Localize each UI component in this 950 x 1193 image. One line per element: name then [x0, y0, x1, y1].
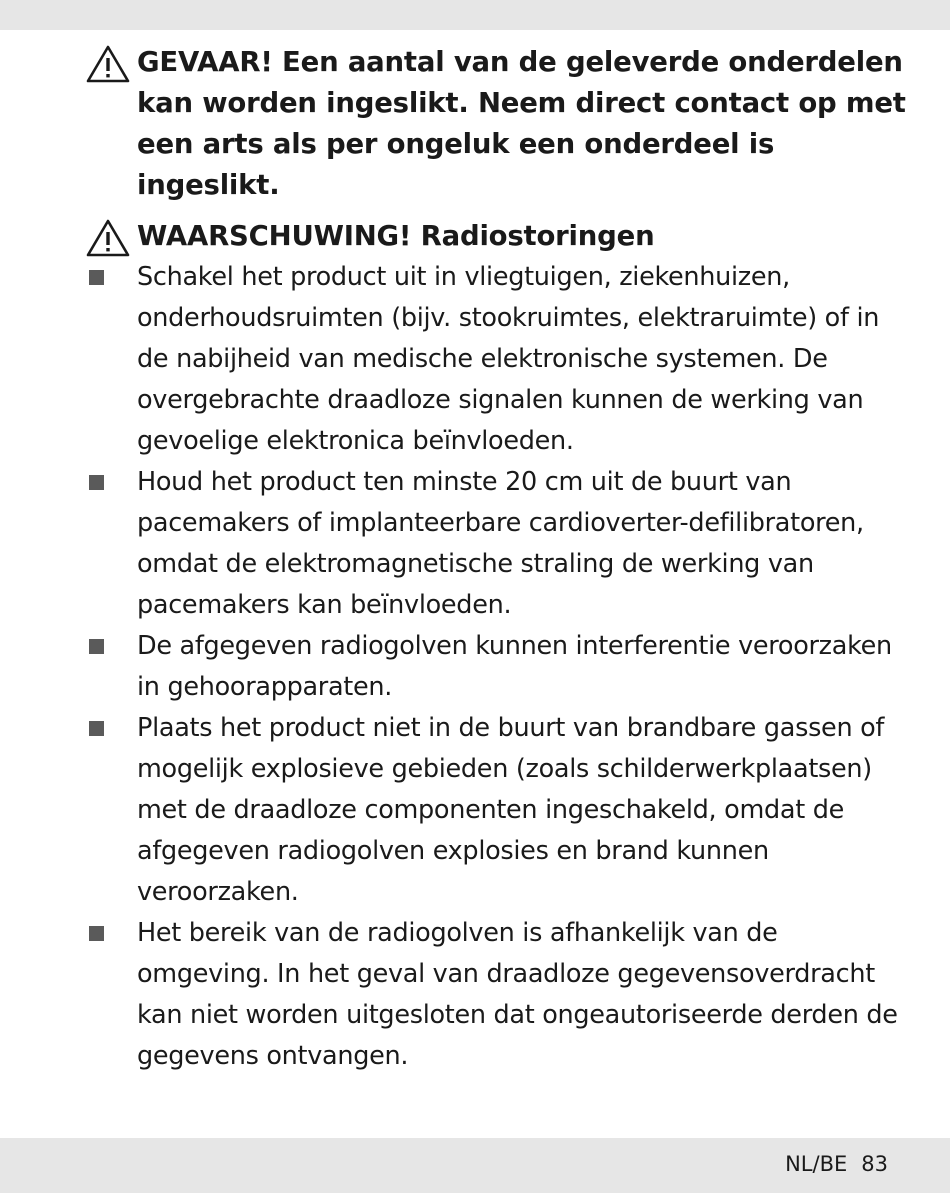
square-bullet-icon: [89, 926, 104, 941]
list-item-text: Het bereik van de radiogolven is afhankelijk van de omgeving. In het geval van draadloze gegevensoverdracht kan niet worden uitgesloten dat ongeautoriseerde derden de gegevens ontvangen.: [137, 918, 898, 1071]
top-margin-band: [0, 0, 950, 30]
danger-warning-text: GEVAAR! Een aantal van de geleverde onderdelen kan worden ingeslikt. Neem direct contact op met een arts als per ongeluk een onderdeel is ingeslikt.: [137, 46, 906, 201]
list-item: [86, 257, 906, 462]
page-number: 83: [861, 1152, 888, 1176]
list-item-text: Houd het product ten minste 20 cm uit de buurt van pacemakers of implanteerbare cardioverter-defilibratoren, omdat de elektromagnetische straling de werking van pacemakers kan beïnvloeden.: [137, 467, 864, 620]
danger-warning: [86, 42, 906, 206]
square-bullet-icon: [89, 475, 104, 490]
square-bullet-icon: [89, 721, 104, 736]
radio-interference-warning: [86, 216, 906, 257]
square-bullet-icon: [89, 270, 104, 285]
list-item: [86, 462, 906, 626]
radio-interference-heading: WAARSCHUWING! Radiostoringen: [137, 220, 655, 252]
page-content: [86, 42, 906, 1077]
language-code: NL/BE: [785, 1152, 848, 1176]
safety-bullet-list: [86, 257, 906, 1077]
page-footer: [785, 1150, 888, 1178]
warning-triangle-icon: [86, 45, 130, 83]
list-item-text: Schakel het product uit in vliegtuigen, ziekenhuizen, onderhoudsruimten (bijv. stookruimtes, elektraruimte) of in de nabijheid van medische elektronische systemen. De overgebrachte draadloze signalen kunnen de werking van gevoelige elektronica beïnvloeden.: [137, 262, 880, 456]
square-bullet-icon: [89, 639, 104, 654]
list-item-text: De afgegeven radiogolven kunnen interferentie veroorzaken in gehoorapparaten.: [137, 631, 892, 702]
list-item: [86, 708, 906, 913]
list-item: [86, 626, 906, 708]
warning-triangle-icon: [86, 219, 130, 257]
list-item: [86, 913, 906, 1077]
list-item-text: Plaats het product niet in de buurt van brandbare gassen of mogelijk explosieve gebieden (zoals schilderwerkplaatsen) met de draadloze componenten ingeschakeld, omdat de afgegeven radiogolven explosies en brand kunnen veroorzaken.: [137, 713, 885, 907]
